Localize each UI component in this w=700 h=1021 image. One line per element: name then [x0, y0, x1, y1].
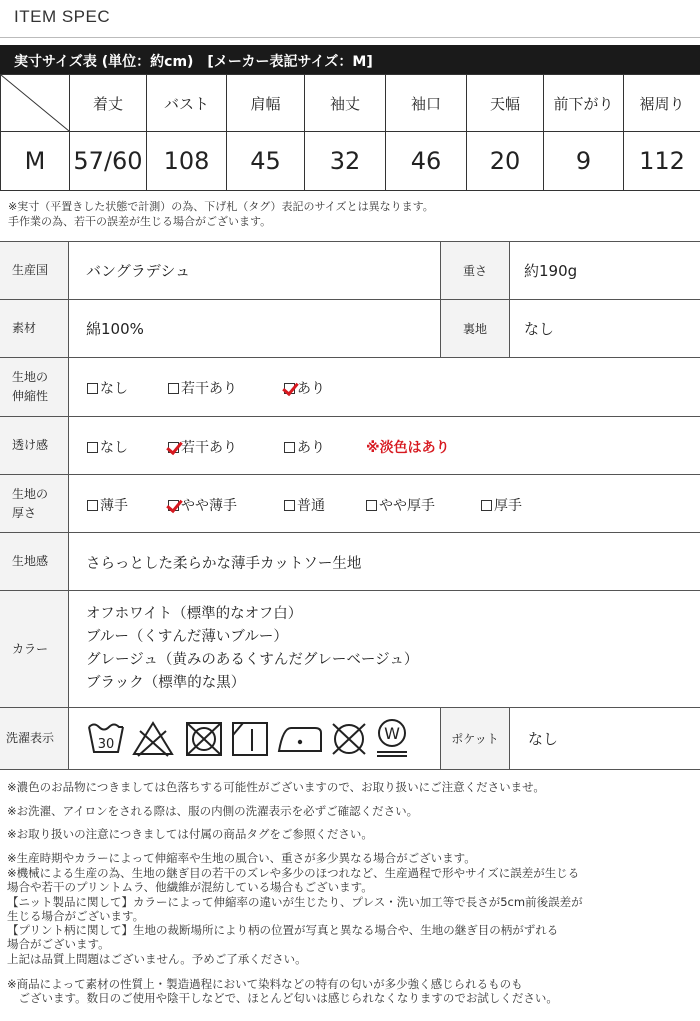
origin-value: バングラデシュ: [86, 262, 191, 280]
thickness-option: [481, 495, 522, 515]
line-dry-icon: [231, 721, 269, 757]
note-line: 【ニット製品に関して】カラーによって伸縮率の違いが生じたり、プレス・洗い加工等で長さが5cm前後誤差が: [7, 894, 583, 909]
feel-label: 生地感: [0, 533, 69, 590]
option-label: 厚手: [494, 498, 522, 514]
color-item: ブルー（くすんだ薄いブルー）: [86, 629, 288, 645]
note-line: ※お取り扱いの注意につきましては付属の商品タグをご参照ください。: [7, 827, 373, 841]
thickness-label: [0, 475, 69, 532]
feel-value: さらっとした柔らかな薄手カットソー生地: [86, 556, 362, 572]
spec-row-sheer: [0, 417, 700, 475]
checked-checkbox-icon: [168, 500, 179, 511]
pocket-value: なし: [528, 730, 559, 748]
size-value: 9: [544, 132, 624, 191]
iron-low-icon: [277, 725, 323, 755]
sheer-option: [284, 437, 325, 457]
weight-label: 重さ: [440, 242, 510, 299]
size-label: M: [1, 132, 70, 191]
no-dry-clean-icon: [330, 721, 368, 757]
weight-value: 約190g: [524, 262, 578, 280]
note-line: 【プリント柄に関して】生地の裁断場所により柄の位置が写真と異なる場合や、生地の継ぎ目の柄がずれる: [7, 923, 559, 938]
size-table: [0, 74, 700, 191]
option-label: なし: [100, 440, 128, 456]
checked-checkbox-icon: [168, 442, 179, 453]
wash-30-icon: [86, 719, 126, 757]
thickness-option: [366, 495, 435, 515]
size-note-2: 手作業の為、若干の誤差が生じる場合がございます。: [8, 215, 272, 228]
spec-row-origin: [0, 242, 700, 300]
option-label: 普通: [297, 498, 325, 514]
column-header: 着丈: [70, 75, 147, 132]
checkbox-icon: [87, 442, 98, 453]
size-value: 45: [227, 132, 305, 191]
size-note-1: ※実寸（平置きした状態で計測）の為、下げ札（タグ）表記のサイズとは異なります。: [8, 200, 434, 213]
option-label: やや薄手: [181, 498, 237, 514]
checkbox-icon: [87, 500, 98, 511]
checkbox-icon: [168, 383, 179, 394]
origin-label: 生産国: [0, 242, 69, 299]
lining-label: 裏地: [440, 300, 510, 357]
washing-label: 洗濯表示: [0, 708, 69, 769]
column-header: 天幅: [467, 75, 544, 132]
note-line: ございます。数日のご使用や陰干しなどで、ほとんど匂いは感じられなくなりますのでお試しください。: [7, 991, 558, 1005]
size-value: 46: [386, 132, 467, 191]
size-value: 112: [624, 132, 700, 191]
thickness-label-line2: 厚さ: [12, 505, 37, 520]
note-line: ※濃色のお品物につきましては色落ちする可能性がございますので、お取り扱いにご注意くださいませ。: [7, 780, 545, 794]
sheer-option: [87, 437, 128, 457]
column-header: 肩幅: [227, 75, 305, 132]
size-table-row: [1, 132, 700, 191]
size-table-caption: 実寸サイズ表 (単位：約cm) [メーカー表記サイズ：M]: [0, 45, 700, 74]
note-line: 場合がございます。: [7, 937, 110, 952]
size-table-header-row: [1, 75, 700, 132]
no-bleach-icon: [132, 721, 174, 757]
stretch-option: [87, 378, 128, 398]
wash-temp-text: 30: [97, 737, 115, 752]
note-line: ※お洗濯、アイロンをされる際は、服の内側の洗濯表示を必ずご確認ください。: [7, 804, 419, 818]
material-label: 素材: [0, 300, 69, 357]
thickness-label-line1: 生地の: [12, 486, 49, 501]
checkbox-icon: [284, 500, 295, 511]
spec-table: [0, 241, 700, 770]
thickness-option: [284, 495, 325, 515]
color-list: [86, 603, 418, 695]
note-line: ※商品によって素材の性質上・製造過程において染料などの特有の匂いが多少強く感じられるものも: [7, 977, 523, 991]
size-value: 32: [305, 132, 386, 191]
column-header: 裾周り: [624, 75, 700, 132]
size-table-corner: [1, 75, 70, 132]
checkbox-icon: [481, 500, 492, 511]
color-item: グレージュ（黄みのあるくすんだグレーベージュ）: [86, 652, 419, 668]
stretch-option: [168, 378, 237, 398]
checkbox-icon: [87, 383, 98, 394]
stretch-label-line2: 伸縮性: [12, 389, 49, 403]
option-label: やや厚手: [379, 498, 435, 514]
option-label: 薄手: [100, 498, 128, 514]
color-item: オフホワイト（標準的なオフ白）: [86, 606, 303, 622]
stretch-label-line1: 生地の: [12, 370, 49, 384]
thickness-option: [87, 495, 128, 515]
spec-row-washing: [0, 708, 700, 770]
wet-clean-letter: W: [384, 724, 400, 743]
size-value: 108: [147, 132, 227, 191]
spec-row-feel: [0, 533, 700, 591]
option-label: 若干あり: [181, 440, 237, 456]
column-header: バスト: [147, 75, 227, 132]
option-label: あり: [297, 381, 325, 397]
pocket-label: ポケット: [440, 708, 510, 769]
checked-checkbox-icon: [284, 383, 295, 394]
size-value: 20: [467, 132, 544, 191]
spec-row-color: [0, 591, 700, 708]
material-value: 綿100%: [86, 320, 144, 338]
note-line: 上記は品質上問題はございません。予めご了承ください。: [7, 951, 307, 966]
spec-row-thickness: [0, 475, 700, 533]
size-value: 57/60: [70, 132, 147, 191]
section-title: ITEM SPEC: [14, 7, 111, 26]
note-line: ※生産時期やカラーによって伸縮率や生地の風合い、重さが多少異なる場合がございます。: [7, 851, 476, 865]
sheer-option: [168, 437, 237, 457]
option-label: 若干あり: [181, 381, 237, 397]
stretch-option: [284, 378, 325, 398]
checkbox-icon: [284, 442, 295, 453]
notes-last: [7, 977, 558, 1005]
lining-value: なし: [524, 320, 555, 338]
column-header: 前下がり: [544, 75, 624, 132]
sheer-note: ※淡色はあり: [366, 440, 450, 456]
thickness-option: [168, 495, 237, 515]
notes-block: [7, 866, 583, 966]
note-line: ※機械による生産の為、生地の継ぎ目の若干のズレや多少のほつれなど、生産過程で形やサイズに誤差が生じる: [7, 866, 580, 880]
section-header: [0, 0, 700, 38]
column-header: 袖丈: [305, 75, 386, 132]
stretch-label: [0, 358, 69, 416]
option-label: なし: [100, 381, 128, 397]
note-line: 場合や若干のプリントムラ、他繊維が混紡している場合もございます。: [7, 880, 373, 895]
spec-row-stretch: [0, 358, 700, 417]
checkbox-icon: [366, 500, 377, 511]
spec-row-material: [0, 300, 700, 358]
option-label: あり: [297, 440, 325, 456]
no-tumble-dry-icon: [185, 721, 223, 757]
color-label: カラー: [0, 591, 69, 707]
note-line: 生じる場合がございます。: [7, 908, 145, 923]
wet-clean-icon: [374, 717, 410, 759]
color-item: ブラック（標準的な黒）: [86, 675, 246, 691]
column-header: 袖口: [386, 75, 467, 132]
sheer-label: 透け感: [0, 417, 69, 474]
